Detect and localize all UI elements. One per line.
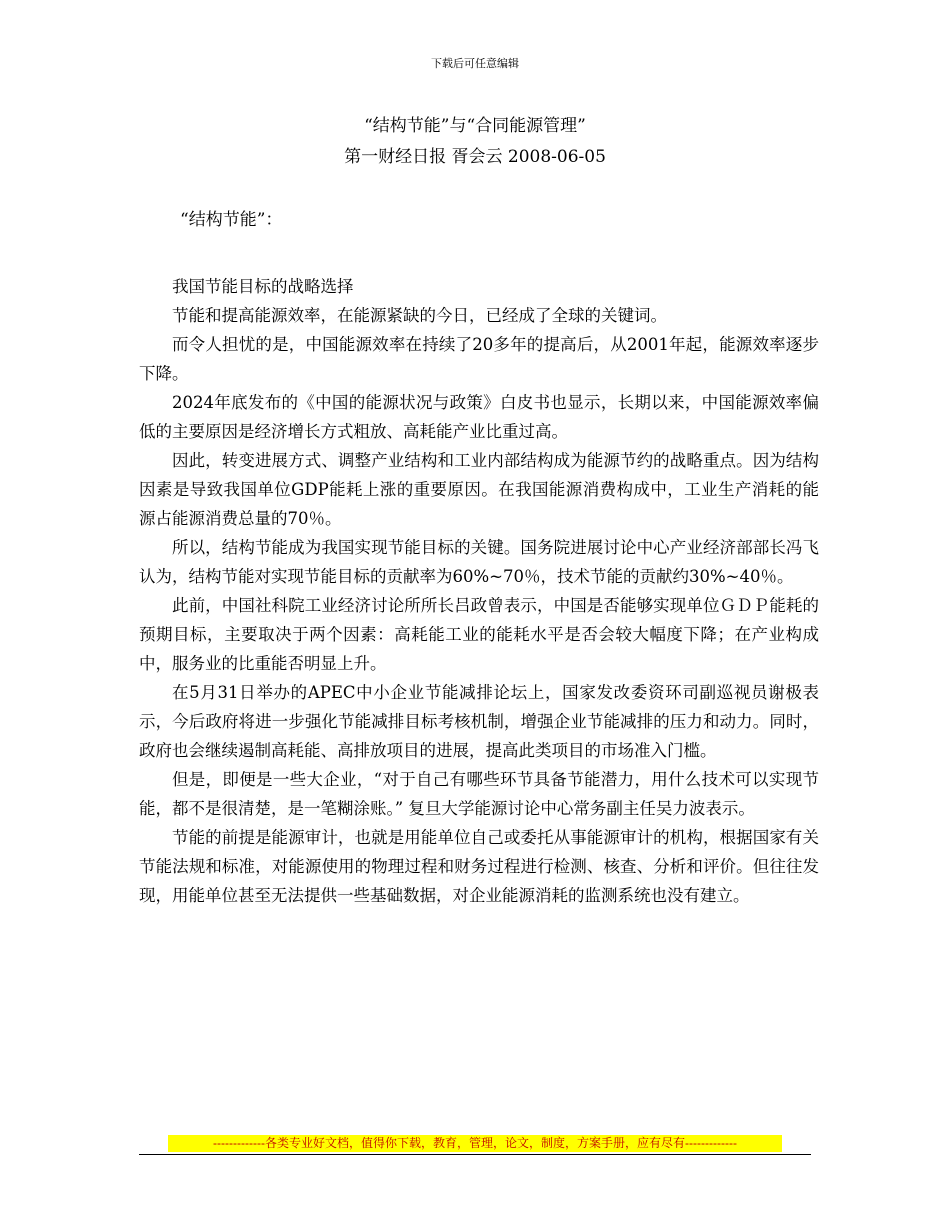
body-paragraph: 我国节能目标的战略选择 xyxy=(172,277,354,296)
body-paragraph: 节能和提高能源效率，在能源紧缺的今日，已经成了全球的关键词。 xyxy=(172,306,667,325)
page-header-note: 下载后可任意编辑 xyxy=(431,57,519,70)
body-paragraph: 此前，中国社科院工业经济讨论所所长吕政曾表示，中国是否能够实现单位ＧＤＰ能耗的预期目标，主要取决于两个因素：高耗能工业的能耗水平是否会较大幅度下降；在产业构成中，服务业的比重能否明显上升。 xyxy=(139,596,819,673)
body-paragraph: 节能的前提是能源审计，也就是用能单位自己或委托从事能源审计的机构，根据国家有关节能法规和标准，对能源使用的物理过程和财务过程进行检测、核查、分析和评价。但往往发现，用能单位甚至无法提供一些基础数据，对企业能源消耗的监测系统也没有建立。 xyxy=(139,828,819,905)
body-paragraph: 而令人担忧的是，中国能源效率在持续了20多年的提高后，从2001年起，能源效率逐步下降。 xyxy=(139,335,819,383)
article-byline: 第一财经日报 胥会云 2008-06-05 xyxy=(344,147,606,167)
body-paragraph: 2024年底发布的《中国的能源状况与政策》白皮书也显示，长期以来，中国能源效率偏低的主要原因是经济增长方式粗放、高耗能产业比重过高。 xyxy=(139,393,819,441)
body-paragraph: 在5月31日举办的APEC中小企业节能减排论坛上，国家发改委资环司副巡视员谢极表示，今后政府将进一步强化节能减排目标考核机制，增强企业节能减排的压力和动力。同时，政府也会继续遏制高耗能、高排放项目的进展，提高此类项目的市场准入门槛。 xyxy=(139,683,819,760)
body-paragraph: 但是，即便是一些大企业，“对于自己有哪些环节具备节能潜力，用什么技术可以实现节能，都不是很清楚，是一笔糊涂账。” 复旦大学能源讨论中心常务副主任吴力波表示。 xyxy=(139,770,819,818)
body-paragraph: 所以，结构节能成为我国实现节能目标的关键。国务院进展讨论中心产业经济部部长冯飞认为，结构节能对实现节能目标的贡献率为60%~70％，技术节能的贡献约30%~40％。 xyxy=(139,538,819,586)
footer-divider xyxy=(139,1154,811,1155)
article-body xyxy=(139,272,819,910)
section-heading: “结构节能”： xyxy=(180,210,283,230)
body-paragraph: 因此，转变进展方式、调整产业结构和工业内部结构成为能源节约的战略重点。因为结构因素是导致我国单位GDP能耗上涨的重要原因。在我国能源消费构成中，工业生产消耗的能源占能源消费总量的70％。 xyxy=(139,451,819,528)
footer-banner: -------------各类专业好文档，值得你下载，教育，管理，论文，制度，方案手册，应有尽有------------- xyxy=(168,1135,782,1152)
article-title: “结构节能”与“合同能源管理” xyxy=(364,116,586,136)
